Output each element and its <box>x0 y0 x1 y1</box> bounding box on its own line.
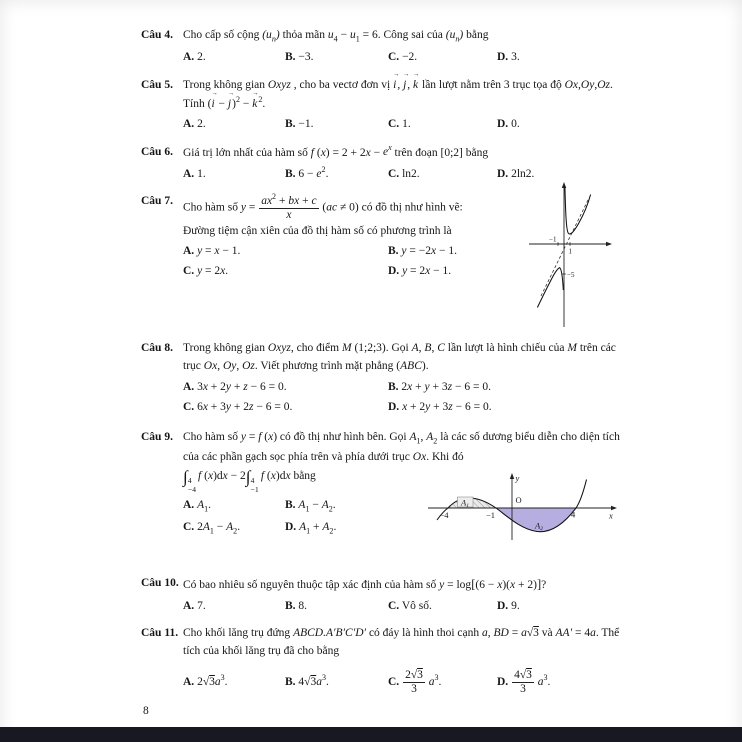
answer-option-d: D. $A_1 + A_2$. <box>285 521 337 536</box>
area-a1-label: A1 <box>461 497 469 510</box>
question-label: Câu 8. <box>141 341 173 354</box>
question-text: Cho khối lăng trụ đứng ABCD.A′B′C′D′ có đáy là hình thoi cạnh a, BD = a√3 và AA′ = 4a. Thể tích của khối lăng trụ đã cho bằng <box>183 627 620 658</box>
answer-option-c: C. ln2. <box>388 167 420 180</box>
answer-row <box>183 669 624 696</box>
answer-option-a: A. 1. <box>183 167 206 180</box>
answer-option-b: B. $A_1 - A_2$. <box>285 499 336 514</box>
answer-option-d: D. 3. <box>497 51 520 64</box>
question-body <box>183 339 624 417</box>
question-label: Câu 10. <box>141 577 179 590</box>
answer-option-c: C. $2A_1 - A_2$. <box>183 521 241 536</box>
answer-option-c: C. −2. <box>388 51 418 64</box>
question-10 <box>141 574 624 615</box>
page-number: 8 <box>143 705 149 717</box>
footer-bar <box>0 727 742 742</box>
question-label: Câu 5. <box>141 78 173 91</box>
answer-option-a: A. 2. <box>183 118 206 131</box>
question-text: Cho hàm số y = f (x) có đồ thị như hình bên. Gọi $A_1$, $A_2$ là các số dương biểu diễn cho diện tích của các phần gạch sọc phía trên và phía dưới trục Ox. Khi đó <box>183 431 620 464</box>
y-tick-label: −5 <box>567 271 575 279</box>
questions-list <box>141 26 624 705</box>
curve-right-branch <box>565 186 591 234</box>
x-tick-label: 4 <box>571 509 576 520</box>
answer-option-b: B. 8. <box>285 599 308 612</box>
answer-option-d: D. 2ln2. <box>497 167 535 180</box>
question-text: Trong không gian Oxyz, cho điểm M (1;2;3). Gọi A, B, C lần lượt là hình chiếu của M trên các trục Ox, Oy, Oz. Viết phương trình mặt phẳng (ABC). <box>183 341 616 373</box>
answer-row <box>183 115 624 133</box>
answer-option-d: D. x + 2y + 3z − 6 = 0. <box>388 400 492 413</box>
y-axis-label: y <box>515 473 520 484</box>
slant-asymptote-line <box>541 198 589 296</box>
question-label: Câu 6. <box>141 145 173 158</box>
y-axis-arrow <box>562 182 566 188</box>
answer-option-b: B. −3. <box>285 51 314 64</box>
question-body <box>183 26 624 67</box>
answer-option-a: A. 2. <box>183 51 206 64</box>
answer-row <box>183 398 624 416</box>
answer-option-d: D. 0. <box>497 118 520 131</box>
answer-option-b: B. y = −2x − 1. <box>388 244 457 257</box>
answer-option-a: A. 7. <box>183 599 206 612</box>
question-body <box>183 143 624 183</box>
answer-row <box>183 378 624 396</box>
answer-option-c: C. 1. <box>388 118 411 131</box>
question-body <box>183 574 624 615</box>
question-7-function-graph <box>526 180 614 330</box>
answer-option-a: A. $A_1$. <box>183 499 211 514</box>
answer-option-a: A. y = x − 1. <box>183 244 241 257</box>
question-6 <box>141 143 624 183</box>
answer-option-c: C. $\frac{2√3}{3}$ $a^3$. <box>388 668 442 695</box>
x-axis-arrow <box>606 242 612 246</box>
answer-option-b: B. 2x + y + 3z − 6 = 0. <box>388 380 491 393</box>
question-5 <box>141 76 624 134</box>
area-a2-label: A2 <box>535 520 543 533</box>
answer-option-c: C. 6x + 3y + 2z − 6 = 0. <box>183 400 293 413</box>
answer-option-b: B. −1. <box>285 118 314 131</box>
question-text: Trong không gian Oxyz , cho ba vectơ đơn vị i →, j →, k → lần lượt nằm trên 3 trục tọa độ Ox,Oy,Oz. Tính (i → − j →)$^2$ − k →$^2$. <box>183 76 624 114</box>
answer-option-d: D. 9. <box>497 599 520 612</box>
question-4 <box>141 26 624 67</box>
question-text: Cho cấp số cộng $(u_n)$ thỏa mãn $u_4 - u_1 = 6$. Công sai của $(u_n)$ bằng <box>183 29 489 44</box>
answer-option-a: A. 3x + 2y + z − 6 = 0. <box>183 380 287 393</box>
question-label: Câu 11. <box>141 627 179 640</box>
question-label: Câu 7. <box>141 195 173 207</box>
y-axis-arrow <box>510 473 514 479</box>
x-tick-label: −1 <box>486 510 496 521</box>
question-11 <box>141 624 624 696</box>
x-tick-label: 1 <box>568 247 572 256</box>
question-9 <box>141 428 624 566</box>
question-label: Câu 9. <box>141 431 173 444</box>
question-body <box>183 76 624 134</box>
question-text: Có bao nhiêu số nguyên thuộc tập xác định của hàm số y = log[(6 − x)(x + 2)]? <box>183 577 547 592</box>
question-text: Cho hàm số y = $\frac{ax^2 + bx + c}{x}$ (ac ≠ 0) có đồ thị như hình vẽ: <box>183 192 463 221</box>
origin-label: O <box>515 495 522 506</box>
question-7 <box>141 192 624 281</box>
question-8 <box>141 339 624 417</box>
answer-option-c: C. Vô số. <box>388 599 432 612</box>
curve-left-branch <box>537 268 563 308</box>
x-tick-label: −4 <box>439 510 449 521</box>
question-body <box>183 624 624 696</box>
question-formula: ∫ 4 −4 f (x)dx − 2∫ 4 −1 f (x)dx bằng <box>183 467 316 495</box>
answer-option-b: B. $6 - e^2$. <box>285 164 329 180</box>
answer-row <box>183 48 624 66</box>
x-tick-label: −1 <box>549 235 557 244</box>
answer-option-d: D. y = 2x − 1. <box>388 265 452 278</box>
question-label: Câu 4. <box>141 29 173 41</box>
x-axis-label: x <box>609 510 613 521</box>
answer-option-b: B. $4√3a^3$. <box>285 672 329 688</box>
question-text-2: Đường tiệm cận xiên của đồ thị hàm số có phương trình là <box>183 224 452 237</box>
answer-row <box>183 597 624 615</box>
answer-option-d: D. $\frac{4√3}{3}$ $a^3$. <box>497 668 551 695</box>
answer-option-c: C. y = 2x. <box>183 265 229 278</box>
question-9-area-graph <box>424 470 622 564</box>
answer-option-a: A. $2√3a^3$. <box>183 672 228 688</box>
question-text: Giá trị lớn nhất của hàm số f $(x) = 2 + 2x - e^x$ trên đoạn [0;2] bằng <box>183 143 489 159</box>
